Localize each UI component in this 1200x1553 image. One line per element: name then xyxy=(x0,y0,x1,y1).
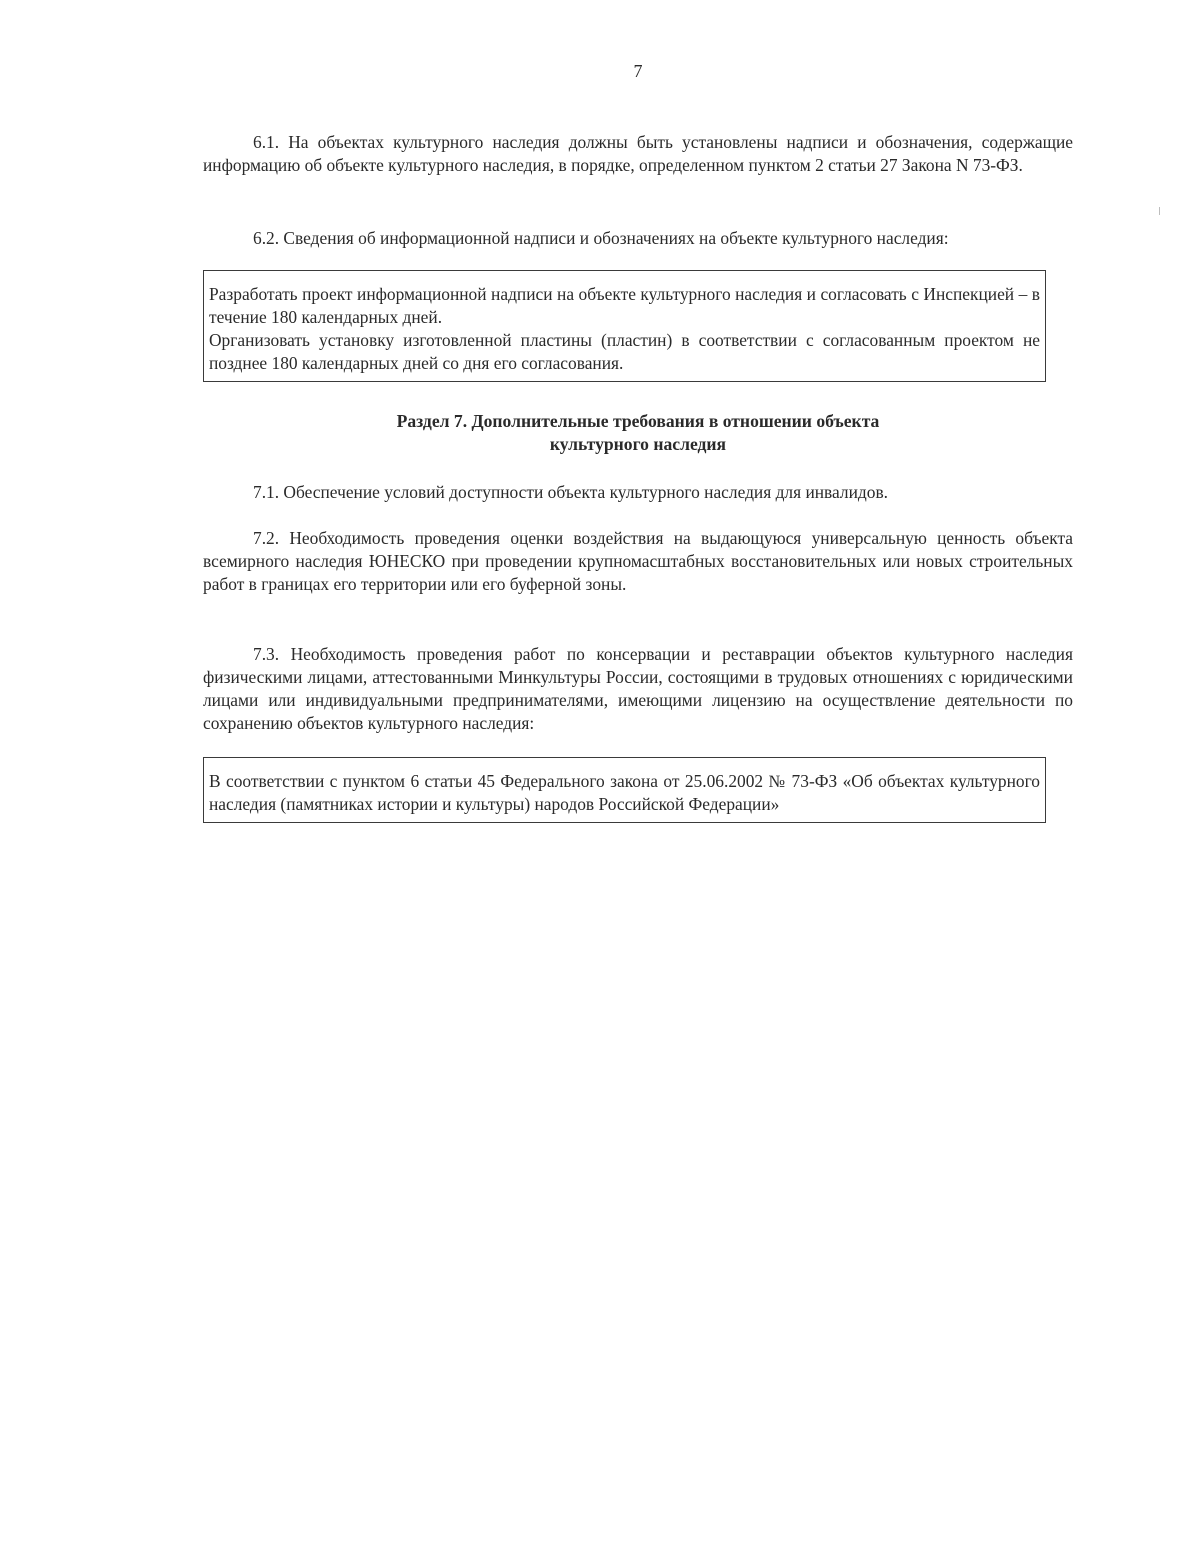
paragraph-6-2: 6.2. Сведения об информационной надписи и обозначениях на объекте культурного наследия: xyxy=(253,228,949,248)
legal-basis-box xyxy=(203,757,1046,823)
box-1-line-2: Организовать установку изготовленной пластины (пластин) в соответствии с согласованным проектом не позднее 180 календарных дней со дня его согласования. xyxy=(209,330,1040,373)
paragraph-7-3: 7.3. Необходимость проведения работ по консервации и реставрации объектов культурного наследия физическими лицами, аттестованными Минкультуры России, состоящими в трудовых отношениях с юридическими лицами или индивидуальными предпринимателями, имеющими лицензию на осуществление деятельности по сохранению объектов культурного наследия: xyxy=(203,644,1073,733)
paragraph-7-2: 7.2. Необходимость проведения оценки воздействия на выдающуюся универсальную ценность объекта всемирного наследия ЮНЕСКО при проведении крупномасштабных восстановительных или новых строительных работ в границах его территории или его буферной зоны. xyxy=(203,528,1073,594)
section-7-title-line-1: Раздел 7. Дополнительные требования в отношении объекта xyxy=(396,411,880,431)
page-number: 7 xyxy=(633,61,643,81)
box-1-line-1: Разработать проект информационной надписи на объекте культурного наследия и согласовать с Инспекцией – в течение 180 календарных дней. xyxy=(209,284,1040,327)
section-7-heading xyxy=(203,410,1073,456)
paragraph-7-1: 7.1. Обеспечение условий доступности объекта культурного наследия для инвалидов. xyxy=(253,482,889,502)
info-plate-requirements-box xyxy=(203,270,1046,382)
section-7-title-line-2: культурного наследия xyxy=(549,434,727,454)
box-2-text: В соответствии с пунктом 6 статьи 45 Федерального закона от 25.06.2002 № 73-ФЗ «Об объектах культурного наследия (памятниках истории и культуры) народов Российской Федерации» xyxy=(209,771,1040,814)
scan-mark xyxy=(1159,207,1160,215)
paragraph-6-1: 6.1. На объектах культурного наследия должны быть установлены надписи и обозначения, содержащие информацию об объекте культурного наследия, в порядке, определенном пунктом 2 статьи 27 Закона N 73-ФЗ. xyxy=(203,132,1073,175)
